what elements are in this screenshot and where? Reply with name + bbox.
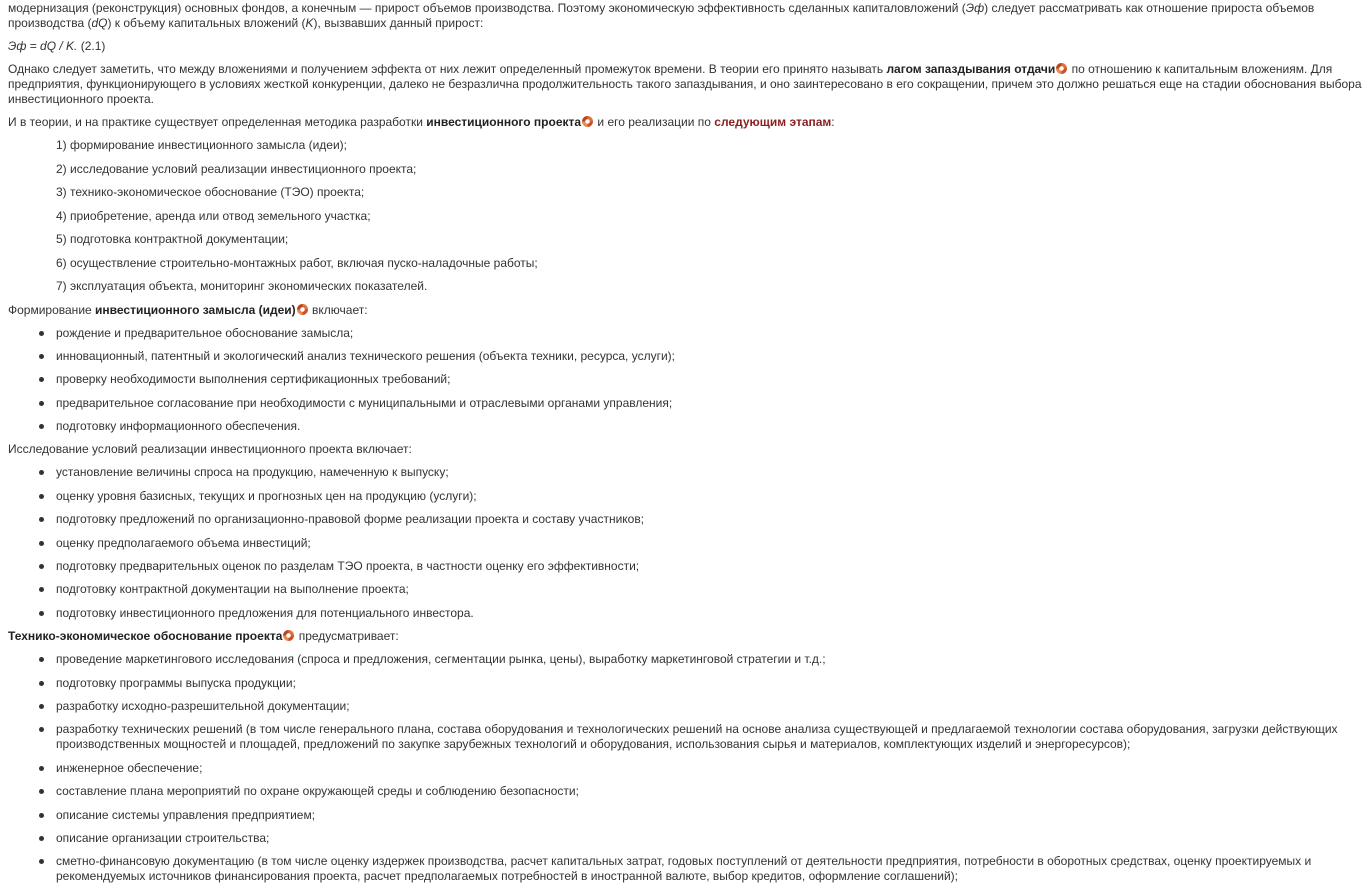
idea-text-after: включает:: [308, 302, 368, 317]
list-item: описание организации строительства;: [56, 831, 1364, 846]
list-item: подготовку информационного обеспечения.: [56, 419, 1364, 434]
list-item: проведение маркетингового исследования (спроса и предложения, сегментации рынка, цены), выработку маркетинговой стратегии и т.д.;: [56, 652, 1364, 667]
teo-heading: [8, 629, 1364, 644]
list-item: инновационный, патентный и экологический анализ технического решения (объекта техники, ресурса, услуги);: [56, 349, 1364, 364]
list-item: 7) эксплуатация объекта, мониторинг экономических показателей.: [56, 279, 428, 293]
list-item: 1) формирование инвестиционного замысла (идеи);: [56, 138, 347, 152]
link-next-stages[interactable]: следующим этапам: [714, 115, 832, 129]
method-text-after: :: [831, 115, 835, 129]
idea-text-before: Формирование: [8, 302, 96, 317]
dictionary-icon[interactable]: [582, 116, 593, 127]
intro-paragraph: [8, 1, 1364, 31]
list-item: описание системы управления предприятием;: [56, 808, 1364, 823]
list-item: предварительное согласование при необходимости с муниципальными и отраслевыми органами управления;: [56, 396, 1364, 411]
intro-text-4: ), вызвавших данный прирост:: [313, 16, 484, 30]
dictionary-icon[interactable]: [1056, 63, 1067, 74]
list-item: 6) осуществление строительно-монтажных работ, включая пуско-наладочные работы;: [56, 255, 538, 270]
term-feasibility-study[interactable]: Технико-экономическое обоснование проекта: [8, 629, 283, 644]
term-investment-project[interactable]: инвестиционного проекта: [426, 115, 582, 129]
teo-text-after: предусматривает:: [295, 629, 399, 644]
teo-list: [8, 652, 1364, 884]
list-item: подготовку предложений по организационно-правовой форме реализации проекта и составу участников;: [56, 512, 1364, 527]
intro-text-3: ) к объему капитальных вложений (: [107, 16, 306, 30]
list-item: 3) технико-экономическое обоснование (ТЭО) проекта;: [56, 185, 365, 199]
article-content: [8, 1, 1364, 893]
ef-symbol: Эф: [965, 1, 985, 15]
list-item: подготовку инвестиционного предложения для потенциального инвестора.: [56, 606, 1364, 621]
term-lag[interactable]: лагом запаздывания отдачи: [886, 62, 1056, 76]
idea-heading: [8, 303, 1364, 318]
intro-text-2: ) следует рассматривать как отношение прироста объемов производства (: [8, 1, 1315, 30]
list-item: 4) приобретение, аренда или отвод земельного участка;: [56, 208, 371, 223]
list-item: 5) подготовка контрактной документации;: [56, 232, 289, 246]
formula-expression: Эф = dQ / K.: [8, 39, 78, 53]
list-item: подготовку предварительных оценок по разделам ТЭО проекта, в частности оценку его эффективности;: [56, 559, 1364, 574]
dictionary-icon[interactable]: [283, 630, 294, 641]
method-text-middle: и его реализации по: [594, 115, 715, 129]
list-item: 2) исследование условий реализации инвестиционного проекта;: [56, 161, 417, 176]
term-investment-idea[interactable]: инвестиционного замысла (идеи): [95, 302, 296, 317]
list-item: установление величины спроса на продукцию, намеченную к выпуску;: [56, 465, 1364, 480]
list-item: оценку предполагаемого объема инвестиций;: [56, 536, 1364, 551]
list-item: подготовку программы выпуска продукции;: [56, 676, 1364, 691]
stages-list: [8, 138, 1364, 294]
list-item: подготовку контрактной документации на выполнение проекта;: [56, 582, 1364, 597]
k-symbol: K: [305, 16, 314, 30]
lag-text-after: по отношению к капитальным вложениям. Для предприятия, функционирующего в условиях жесткой конкуренции, далеко не безразлична продолжительность такого запаздывания, и оно заинтересовано в его сокращении, причем это должно решаться еще на стадии обоснования выбора инвестиционного проекта.: [8, 62, 1362, 106]
list-item: оценку уровня базисных, текущих и прогнозных цен на продукцию (услуги);: [56, 489, 1364, 504]
method-paragraph: [8, 115, 1364, 130]
list-item: составление плана мероприятий по охране окружающей среды и соблюдению безопасности;: [56, 784, 1364, 799]
list-item: проверку необходимости выполнения сертификационных требований;: [56, 372, 1364, 387]
dictionary-icon[interactable]: [297, 304, 308, 315]
list-item: сметно-финансовую документацию (в том числе оценку издержек производства, расчет капитальных затрат, годовых поступлений от деятельности предприятия, потребности в оборотных средствах, оценку проектируемых и рекомендуемых источников финансирования проекта, расчет предполагаемых потребностей в иностранной валюте, выбор кредитов, оформление соглашений);: [56, 854, 1364, 884]
research-list: [8, 465, 1364, 620]
list-item: рождение и предварительное обоснование замысла;: [56, 326, 1364, 341]
lag-text-before: Однако следует заметить, что между вложениями и получением эффекта от них лежит определенный промежуток времени. В теории его принято называть: [8, 62, 887, 76]
list-item: разработку исходно-разрешительной документации;: [56, 699, 1364, 714]
formula-line: [8, 39, 1364, 54]
intro-text-1: модернизация (реконструкция) основных фондов, а конечным — прирост объемов производства. Поэтому экономическую эффективность сделанных капиталовложений (: [8, 1, 966, 15]
formula-number: (2.1): [80, 39, 106, 53]
research-heading: Исследование условий реализации инвестиционного проекта включает:: [8, 442, 412, 457]
idea-list: [8, 326, 1364, 435]
list-item: инженерное обеспечение;: [56, 761, 1364, 776]
list-item: разработку технических решений (в том числе генерального плана, состава оборудования и технологических решений на основе анализа существующей и предлагаемой технологии состава оборудования, загрузки действующих производственных мощностей и площадей, предложений по закупке зарубежных технологий и оборудования, использования сырья и материалов, комплектующих изделий и энергоресурсов);: [56, 722, 1364, 752]
lag-paragraph: [8, 62, 1364, 107]
dq-symbol: dQ: [91, 16, 108, 30]
method-text-before: И в теории, и на практике существует определенная методика разработки: [8, 115, 427, 129]
